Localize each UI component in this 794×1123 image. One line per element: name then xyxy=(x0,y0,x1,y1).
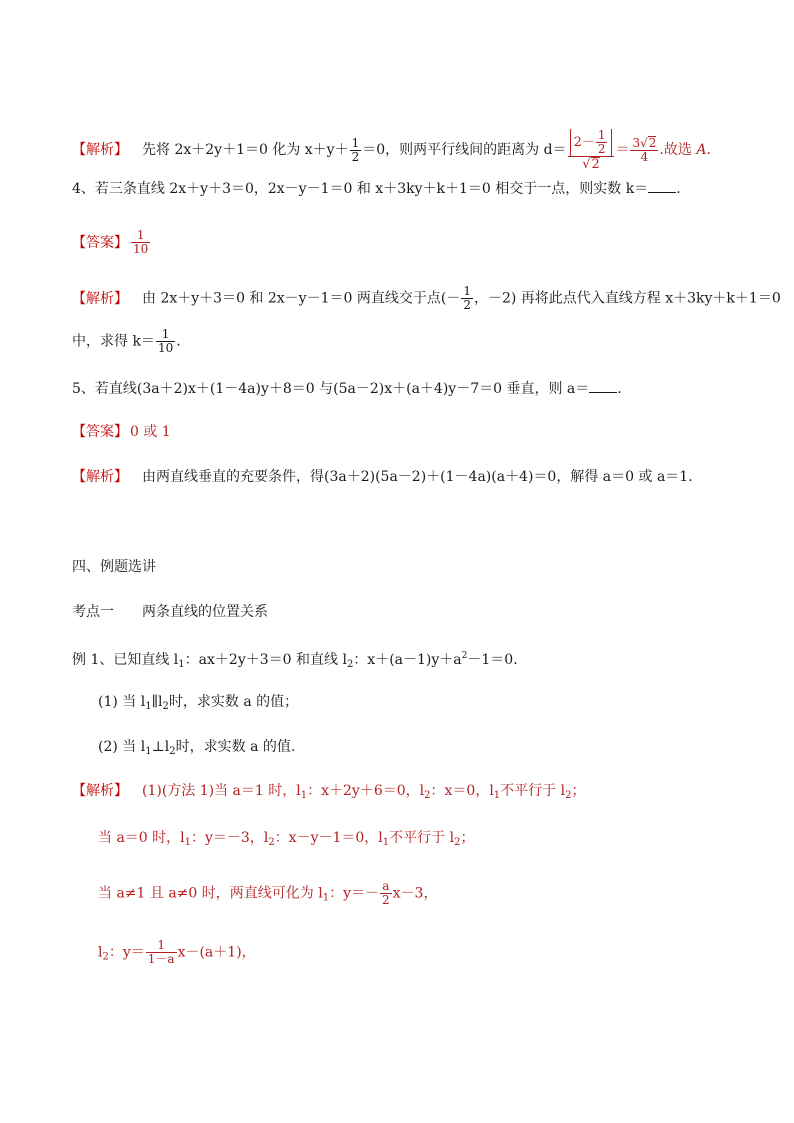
example-1-case-general: 当 a≠1 且 a≠0 时，两直线可化为 $l_1$：y＝－ $\frac{a}{2}$ x－3， xyxy=(98,879,438,907)
example-1-q2: (2) 当 $l_1\perp l_2$时，求实数 a 的值. xyxy=(98,739,296,757)
analysis-tag: 【 解析 】 xyxy=(72,291,128,307)
q4-analysis-cont: 中，求得 k＝ $\frac{1}{10}$ . xyxy=(72,327,181,355)
example-1-q1: (1) 当 $l_1\parallel l_2$时，求实数 a 的值； xyxy=(98,694,299,712)
q5-answer: 【 答案 】 0 或 1 xyxy=(72,422,171,442)
example-1-l2-form: $l_2$：y＝ $\frac{1}{1-a}$ x－(a＋1)， xyxy=(98,938,256,966)
analysis-tag: 【 解析 】 xyxy=(72,469,128,485)
answer-blank xyxy=(589,378,617,393)
answer-tag: 【 答案 】 xyxy=(72,235,128,251)
q4-analysis: 【 解析 】 由 2x＋y＋3＝0 和 2x－y－1＝0 两直线交于点(－ $\frac{1}{2}$ ，－2) 再将此点代入直线方程 x＋3ky＋k＋1＝0 xyxy=(72,285,781,312)
q4-stem: 4、若三条直线 2x＋y＋3＝0，2x－y－1＝0 和 x＋3ky＋k＋1＝0 相交于一点，则实数 k＝ . xyxy=(72,178,681,199)
analysis-tag: 【 解析 】 xyxy=(72,783,128,799)
result-fraction: $\frac{3√2}{4}$ xyxy=(632,136,657,164)
q5-stem: 5、若直线(3a＋2)x＋(1－4a)y＋8＝0 与(5a－2)x＋(a＋4)y－7＝0 垂直，则 a＝ . xyxy=(72,378,622,399)
example-1-stem: 例 1、已知直线 $l_1$：ax＋2y＋3＝0 和直线 $l_2$：$x+(a-1)y+a^2-1=0$. xyxy=(72,651,518,670)
topic-heading: 考点一 两条直线的位置关系 xyxy=(72,604,268,620)
q4-answer xyxy=(72,229,151,256)
distance-fraction: 2－ $\frac{1}{2}$ √2 xyxy=(568,129,615,171)
section-title: 四、例题选讲 xyxy=(72,559,156,575)
example-1-case-a0: 当 a＝0 时，$l_1$：y＝－3，$l_2$：x－y－1＝0，$l_1$不平行于 $l_2$； xyxy=(98,830,475,848)
fraction: $\frac{1}{2}$ xyxy=(351,135,360,164)
example-1-analysis: 【 解析 】 (1)(方法 1)当 a＝1 时，$l_1$：x＋2y＋6＝0，$l_2$：x＝0，$l_1$不平行于 $l_2$； xyxy=(72,781,585,806)
answer-blank xyxy=(648,178,676,193)
analysis-tag: 【 解析 】 xyxy=(72,142,128,158)
q5-analysis: 【 解析 】 由两直线垂直的充要条件，得(3a＋2)(5a－2)＋(1－4a)(a＋4)＝0，解得 a＝0 或 a＝1. xyxy=(72,467,693,487)
answer-tag: 【 答案 】 xyxy=(72,424,128,440)
q3-analysis: 【 解析 】 先将 2x＋2y＋1＝0 化为 x＋y＋ $\frac{1}{2}$ ＝0，则两平行线间的距离为 d＝ 2－ $\frac{1}{2}$ √2 ＝ $\frac{3√2}{4}$ .故选 A. xyxy=(72,129,711,171)
answer-fraction: $\frac{1}{10}$ xyxy=(133,228,149,256)
